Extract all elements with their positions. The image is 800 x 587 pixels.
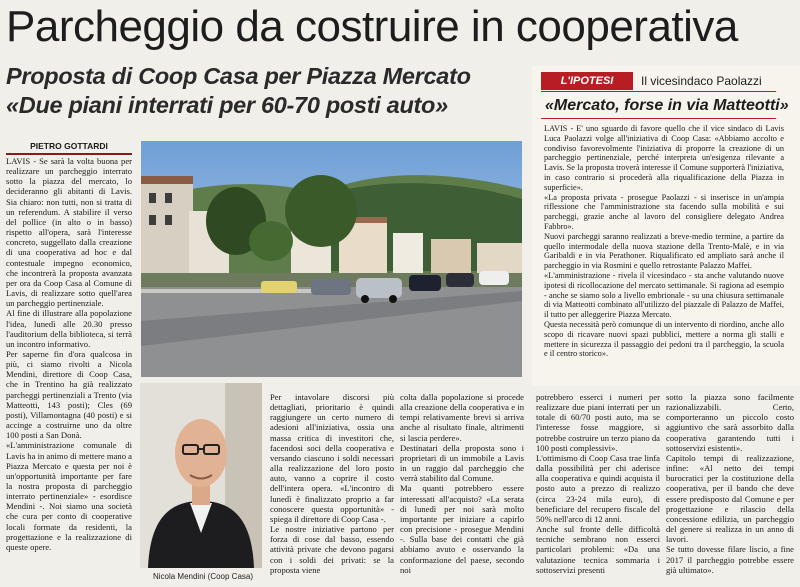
paragraph: Per intavolare discorsi più dettagliati, prioritario è quindi raggiungere un certo numero di adesioni all'iniziativa, ossia una massa critica di investitori che, facendosi soci della cooperativa e versando ciascuno i soldi necessari alla realizzazione del loro posto auto, vanno a coprire il costo dell'intera opera. «L'incontro di lunedì è finalizzato proprio a far conoscere questa opportunità» - spiega il direttore di Coop Casa -. (270, 392, 394, 524)
street-photo (141, 141, 522, 377)
paragraph: Ma quanti potrebbero essere interessati all'acquisto? «La serata di lunedì per noi sarà molto importante per iniziare a capirlo con precisione - prosegue Mendini -. Sulla base dei contatti che già abbiamo avuto e osservando la conformazione del paese, secondo noi (400, 483, 524, 575)
paragraph: Nuovi parcheggi saranno realizzati a breve-medio termine, a partire da quello intermodale della nuova stazione della Trento-Malè, e in via Garibaldi e in via Perathoner. Riqualificato ed ampliato sarà anche il parcheggio in via Rosmini e quello retrostante Palazzo Maffei. (544, 231, 784, 271)
paragraph: «L'amministrazione - rivela il vicesindaco - sta anche valutando nuove ipotesi di ricollocazione del mercato settimanale. Si ragiona ad esempio - anche se siamo solo a livello embrionale - su una chiusura settimanale di via Matteotti combinato all'utilizzo del piazzale di Palazzo de Maffei, il tutto per alleggerire Piazza Mercato. (544, 270, 784, 320)
article-column-2 (270, 392, 394, 587)
subhead-1: Proposta di Coop Casa per Piazza Mercato (6, 63, 471, 89)
article-column-1 (6, 156, 132, 587)
paragraph: potrebbero esserci i numeri per realizzare due piani interrati per un totale di 60/70 posti auto, ma se l'interesse fosse maggiore, si potrebbe costruire un terzo piano da 100 posti complessivi». (536, 392, 660, 453)
paragraph: LAVIS - Se sarà la volta buona per realizzare un parcheggio interrato sotto la piazza del mercato, lo decideranno gli abitanti di Lavis. Sia chiaro: non tutti, non si tratta di un referendum. A stabilire il verso del pollice (in alto o in basso) rispetto all'opera, sarà l'interesse concreto, suggellato dalla creazione di una cooperativa ad hoc e dal contestuale impegno economico, che incontrerà la proposta avanzata per ora da Coop Casa al Comune di Lavis, di realizzare sotto quell'area un parcheggio pertinenziale. (6, 156, 132, 309)
paragraph: Questa necessità però comunque di un intervento di riordino, anche allo scopo di ricavare nuovi spazi pubblici, mettere a norma gli stalli e mettere in sicurezza il passaggio dei pedoni tra il parcheggio, la scuola e il centro storico». (544, 319, 784, 359)
paragraph: Per saperne fin d'ora qualcosa in più, ci siamo rivolti a Nicola Mendini, direttore di Coop Casa, che in Trentino ha già realizzato parcheggi pertinenziali a Trento (via Matteotti, 143 posti); Cles (69 posti), Villamontagna (40 posti) e si accinge a costruirne uno da oltre 100 posti a San Donà. (6, 348, 132, 441)
sidebar-text (544, 124, 784, 382)
sidebar-title: «Mercato, forse in via Matteotti» (545, 97, 789, 114)
paragraph: colta dalla popolazione si procede alla creazione della cooperativa e in tempi relativamente brevi si arriva anche al risultato finale, altrimenti si lascia perdere». (400, 392, 524, 443)
byline: PIETRO GOTTARDI (6, 141, 132, 155)
article-column-4 (536, 392, 660, 587)
paragraph: Destinatari della proposta sono i proprietari di un immobile a Lavis in un raggio dal parcheggio che verrà stabilito dal Comune. (400, 442, 524, 484)
paragraph: Le nostre iniziative partono per forza di cose dal basso, essendo attività private che devono pagarsi con i soldi dei privati: se la proposta viene (270, 524, 394, 575)
paragraph: LAVIS - E' uno sguardo di favore quello che il vice sindaco di Lavis Luca Paolazzi volge all'iniziativa di Coop Casa: «Abbiamo accolto e condiviso favorevolmente l'iniziativa di proporre la creazione di un parcheggio pertinenziale, perché interpreta un'esigenza rilevante a Lavis. Se la proposta troverà interesse il Comune supporterà l'iniziativa, in caso contrario si procederà alla riqualificazione della Piazza in superficie». (544, 124, 784, 192)
paragraph: Al fine di illustrare alla popolazione l'idea, lunedì alle 20.30 presso l'auditorium della biblioteca, si terrà un incontro informativo. (6, 308, 132, 349)
sidebar-kicker: Il vicesindaco Paolazzi (641, 74, 762, 88)
portrait-photo (140, 383, 262, 568)
article-column-3 (400, 392, 524, 587)
paragraph: «L'amministrazione comunale di Lavis ha in animo di mettere mano a Piazza Mercato e questa per noi è un'opportunità importante per fare la nostra proposta di parcheggio interrato pertinenziale» - esordisce Mendini -. Noi siamo una società che cura per conto di cooperative locali formate da residenti, la progettazione e la realizzazione di queste opere. (6, 440, 132, 552)
photo-caption: Nicola Mendini (Coop Casa) (152, 572, 254, 581)
divider (541, 91, 776, 92)
paragraph: L'ottimismo di Coop Casa trae linfa dalla possibilità per chi aderisce alla cooperativa e quindi acquista il posto auto a prezzo di realizzo (circa 23-24 mila euro), di beneficiare del recupero fiscale del 50% nell'arco di 12 anni. (536, 452, 660, 524)
divider (541, 118, 776, 119)
paragraph: sotto la piazza sono facilmente razionalizzabili. Certo, comporteranno un piccolo costo aggiuntivo che sarà assorbito dalla cooperativa garantendo tutti i sottoservizi esistenti». (666, 392, 794, 453)
paragraph: Se tutto dovesse filare liscio, a fine 2017 il parcheggio potrebbe essere già ultimato». (666, 544, 794, 575)
paragraph: «La proposta privata - prosegue Paolazzi - si inserisce in un'ampia riflessione che l'amministrazione sta facendo sulla mobilità e sui parcheggi, grazie anche al lavoro del consigliere delegato Andrea Fabbro». (544, 192, 784, 231)
paragraph: Capitolo tempi di realizzazione, infine: «Al netto dei tempi burocratici per la costituzione della cooperativa, per il bando che deve essere predisposto dal Comune e per progettazione e rilascio della concessione edilizia, un parcheggio del genere si realizza in un anno di lavori. (666, 452, 794, 545)
headline: Parcheggio da costruire in cooperativa (6, 2, 738, 51)
ipotesi-tag: L'IPOTESI (541, 72, 633, 90)
article-column-5 (666, 392, 794, 587)
paragraph: Anche sul fronte delle difficoltà tecniche sembrano non esserci particolari problemi: «Da una valutazione tecnica sommaria i sottoservizi presenti (536, 524, 660, 575)
subhead-2: «Due piani interrati per 60-70 posti auto» (6, 92, 448, 118)
